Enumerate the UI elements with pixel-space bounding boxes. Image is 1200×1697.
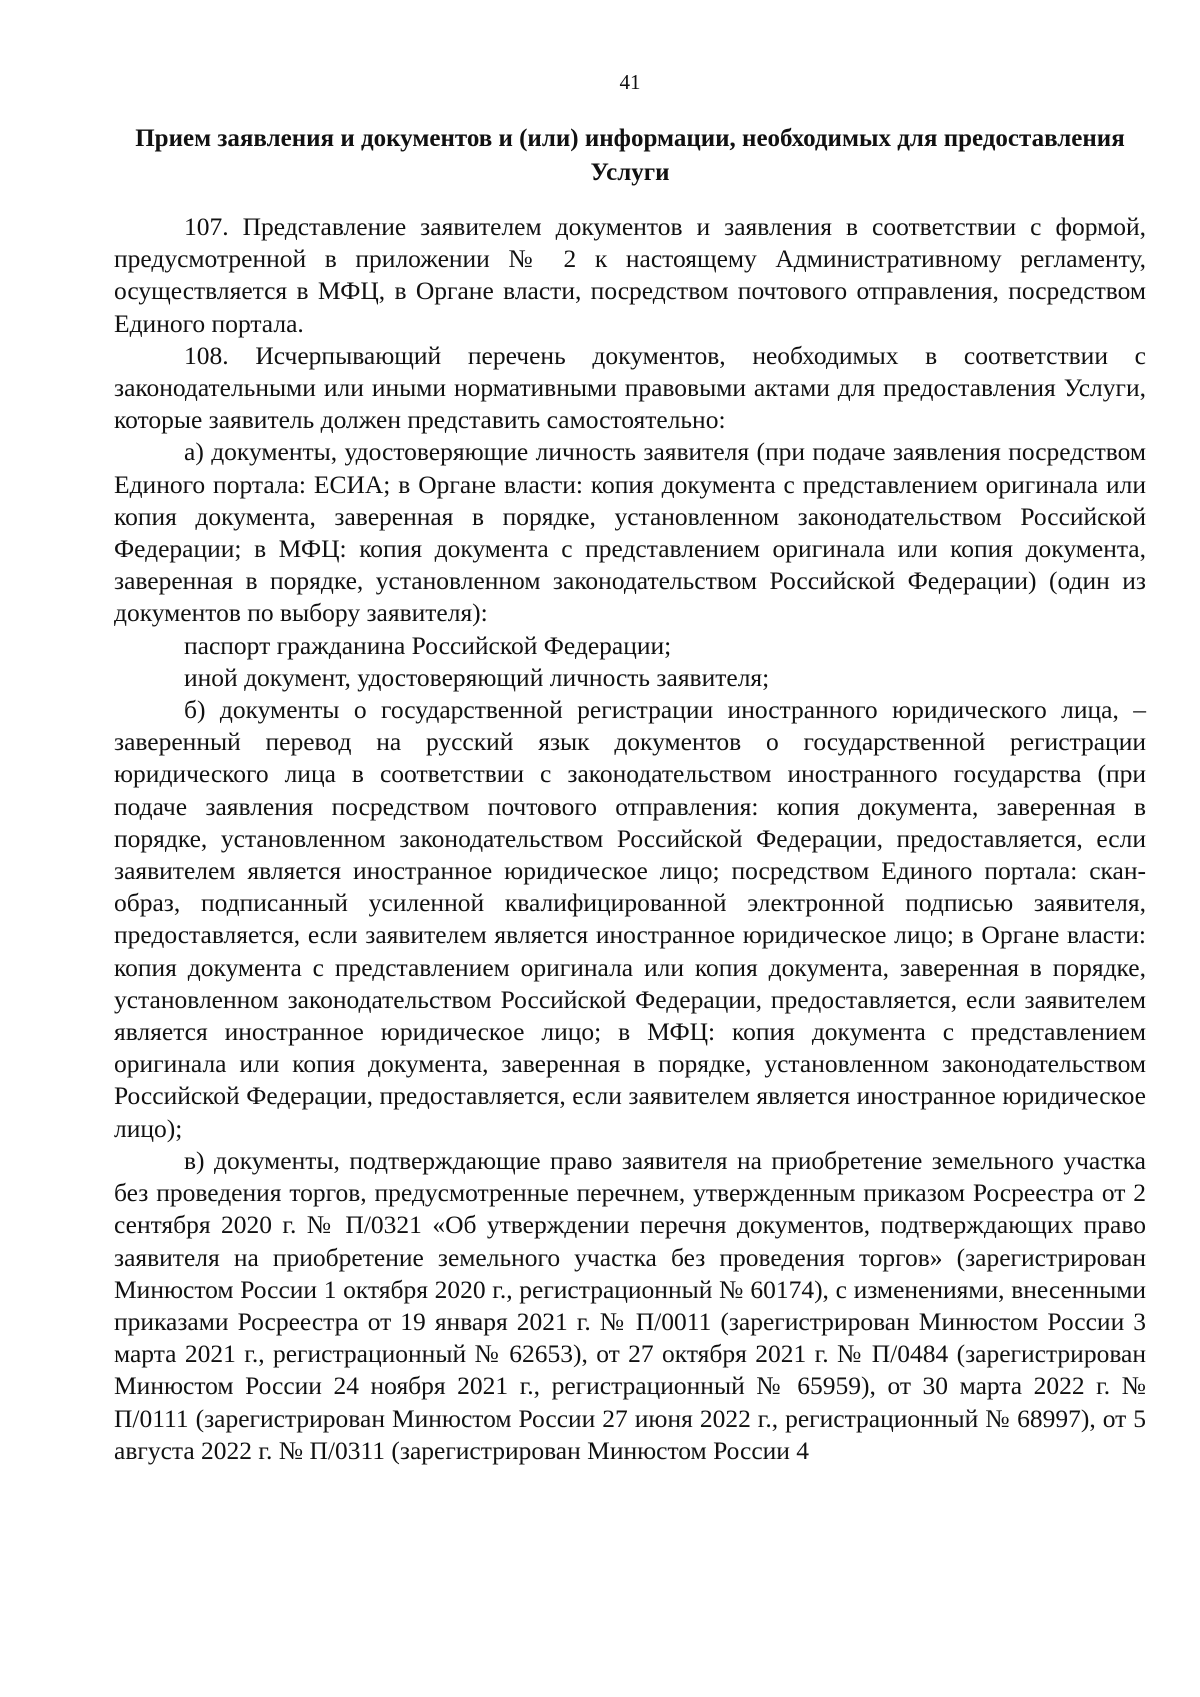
paragraph-item-b: б) документы о государственной регистрации иностранного юридического лица, – заверенный перевод на русский язык документов о государственной регистрации юридического лица в соответствии с законодательством иностранного государства (при подаче заявления посредством почтового отправления: копия документа, заверенная в порядке, установленном законодательством Российской Федерации, предоставляется, если заявителем является иностранное юридическое лицо; посредством Единого портала: скан-образ, подписанный усиленной квалифицированной электронной подписью заявителя, предоставляется, если заявителем является иностранное юридическое лицо; в Органе власти: копия документа с представлением оригинала или копия документа, заверенная в порядке, установленном законодательством Российской Федерации, предоставляется, если заявителем является иностранное юридическое лицо; в МФЦ: копия документа с представлением оригинала или копия документа, заверенная в порядке, установленном законодательством Российской Федерации, предоставляется, если заявителем является иностранное юридическое лицо); — [114, 695, 1146, 1143]
paragraph-item-a: а) документы, удостоверяющие личность заявителя (при подаче заявления посредством Единого портала: ЕСИА; в Органе власти: копия документа с представлением оригинала или копия документа, заверенная в порядке, установленном законодательством Российской Федерации; в МФЦ: копия документа с представлением оригинала или копия документа, заверенная в порядке, установленном законодательством Российской Федерации) (один из документов по выбору заявителя): — [114, 437, 1146, 628]
section-heading: Прием заявления и документов и (или) информации, необходимых для предоставления Услуги — [135, 125, 1125, 186]
paragraph-107: 107. Представление заявителем документов и заявления в соответствии с формой, предусмотренной в приложении № 2 к настоящему Административному регламенту, осуществляется в МФЦ, в Органе власти, посредством почтового отправления, посредством Единого портала. — [114, 212, 1146, 338]
document-option-other-id: иной документ, удостоверяющий личность заявителя; — [184, 662, 770, 692]
paragraph-item-v: в) документы, подтверждающие право заявителя на приобретение земельного участка без проведения торгов, предусмотренные перечнем, утвержденным приказом Росреестра от 2 сентября 2020 г. № П/0321 «Об утверждении перечня документов, подтверждающих право заявителя на приобретение земельного участка без проведения торгов» (зарегистрирован Минюстом России 1 октября 2020 г., регистрационный № 60174), с изменениями, внесенными приказами Росреестра от 19 января 2021 г. № П/0011 (зарегистрирован Минюстом России 3 марта 2021 г., регистрационный № 62653), от 27 октября 2021 г. № П/0484 (зарегистрирован Минюстом России 24 ноября 2021 г., регистрационный № 65959), от 30 марта 2022 г. № П/0111 (зарегистрирован Минюстом России 27 июня 2022 г., регистрационный № 68997), от 5 августа 2022 г. № П/0311 (зарегистрирован Минюстом России 4 — [114, 1145, 1146, 1465]
paragraph-108: 108. Исчерпывающий перечень документов, необходимых в соответствии с законодательными или иными нормативными правовыми актами для предоставления Услуги, которые заявитель должен представить самостоятельно: — [114, 340, 1146, 435]
document-body — [114, 211, 1146, 1467]
page-number: 41 — [619, 70, 641, 94]
document-option-passport: паспорт гражданина Российской Федерации; — [184, 630, 672, 660]
